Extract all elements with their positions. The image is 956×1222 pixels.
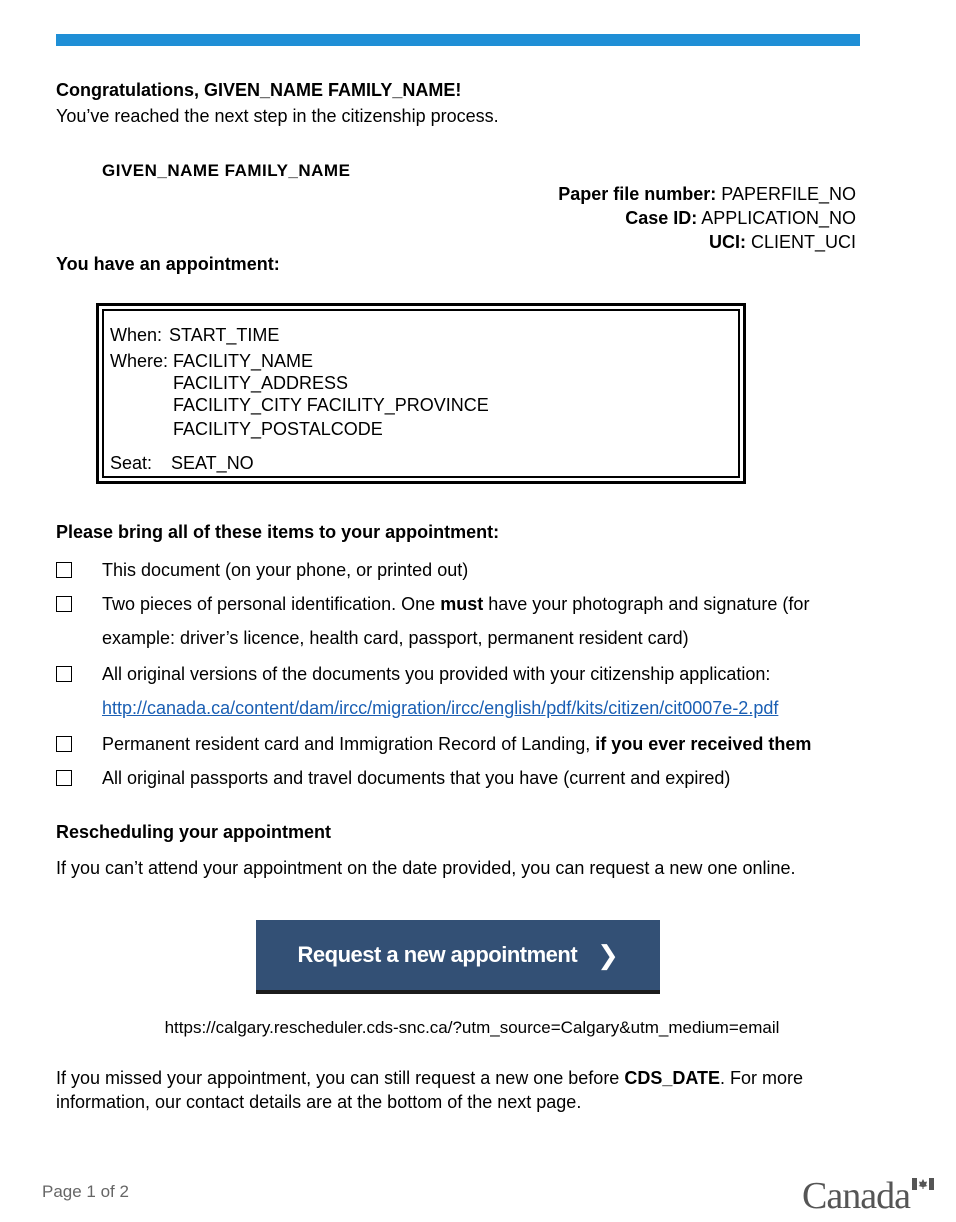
when-label: When: <box>110 325 163 345</box>
pr-card-text: Permanent resident card and Immigration Record of Landing, <box>102 734 596 754</box>
checklist-item-identification-examples: example: driver’s licence, health card, passport, permanent resident card) <box>102 628 689 648</box>
checklist-item-pr-card <box>102 733 811 755</box>
checkbox-passports[interactable] <box>56 770 72 786</box>
canada-flag-icon <box>912 1178 934 1190</box>
uci-value: CLIENT_UCI <box>750 232 856 252</box>
identification-text-a: Two pieces of personal identification. One <box>102 594 441 614</box>
rescheduler-url: https://calgary.rescheduler.cds-snc.ca/?utm_source=Calgary&utm_medium=email <box>164 1018 780 1037</box>
seat-value: SEAT_NO <box>171 453 254 473</box>
reschedule-heading: Rescheduling your appointment <box>56 822 332 842</box>
identification-text-c: have your photograph and signature (for <box>483 594 810 614</box>
checklist-item-identification <box>102 593 809 615</box>
where-line-postal-code: FACILITY_POSTALCODE <box>173 419 383 439</box>
where-label: Where: <box>110 351 169 371</box>
appointment-box <box>96 303 746 484</box>
page-number: Page 1 of 2 <box>42 1182 129 1201</box>
recipient-name: GIVEN_NAME FAMILY_NAME <box>102 161 351 180</box>
where-line-city-province: FACILITY_CITY FACILITY_PROVINCE <box>173 395 489 415</box>
reschedule-text: If you can’t attend your appointment on the date provided, you can request a new one online. <box>56 858 796 878</box>
where-line-facility-name: FACILITY_NAME <box>173 351 314 371</box>
top-accent-bar <box>56 34 860 46</box>
paper-file-value: PAPERFILE_NO <box>721 184 856 204</box>
uci-label: UCI: <box>708 232 746 252</box>
checklist-item-passports: All original passports and travel documents that you have (current and expired) <box>102 768 731 788</box>
checklist-item-this-document: This document (on your phone, or printed out) <box>102 560 469 580</box>
checkbox-identification[interactable] <box>56 596 72 612</box>
chevron-right-icon: ❯ <box>597 939 619 970</box>
appointment-when <box>110 324 279 346</box>
case-id-label: Case ID: <box>625 208 698 228</box>
congrats-heading: Congratulations, GIVEN_NAME FAMILY_NAME! <box>56 80 462 100</box>
case-id-row <box>625 207 856 229</box>
paper-file-row <box>558 183 856 205</box>
pr-card-condition: if you ever received them <box>595 734 812 754</box>
request-new-appointment-button[interactable] <box>256 920 660 994</box>
missed-appointment-text-2: information, our contact details are at the bottom of the next page. <box>56 1092 582 1112</box>
missed-appointment-text <box>56 1067 803 1089</box>
appointment-heading: You have an appointment: <box>56 254 280 274</box>
cds-date: CDS_DATE <box>624 1068 721 1088</box>
checkbox-pr-card[interactable] <box>56 736 72 752</box>
subtitle: You’ve reached the next step in the citizenship process. <box>56 106 499 126</box>
when-value: START_TIME <box>169 325 280 345</box>
uci-row <box>709 231 856 253</box>
where-line-address: FACILITY_ADDRESS <box>173 373 349 393</box>
missed-text-a: If you missed your appointment, you can still request a new one before <box>56 1068 625 1088</box>
canada-wordmark: Canada <box>802 1175 910 1217</box>
cit0007-pdf-link[interactable]: http://canada.ca/content/dam/ircc/migration/ircc/english/pdf/kits/citizen/cit0007e-2.pdf <box>102 698 779 718</box>
paper-file-label: Paper file number: <box>558 184 717 204</box>
seat-label: Seat: <box>110 453 153 473</box>
checklist-item-original-documents: All original versions of the documents you provided with your citizenship application: <box>102 664 771 684</box>
checkbox-original-documents[interactable] <box>56 666 72 682</box>
checkbox-this-document[interactable] <box>56 562 72 578</box>
case-id-value: APPLICATION_NO <box>701 208 856 228</box>
identification-must: must <box>440 594 484 614</box>
missed-text-c: . For more <box>720 1068 804 1088</box>
request-button-label: Request a new appointment <box>297 942 578 967</box>
checklist-heading: Please bring all of these items to your appointment: <box>56 522 500 542</box>
